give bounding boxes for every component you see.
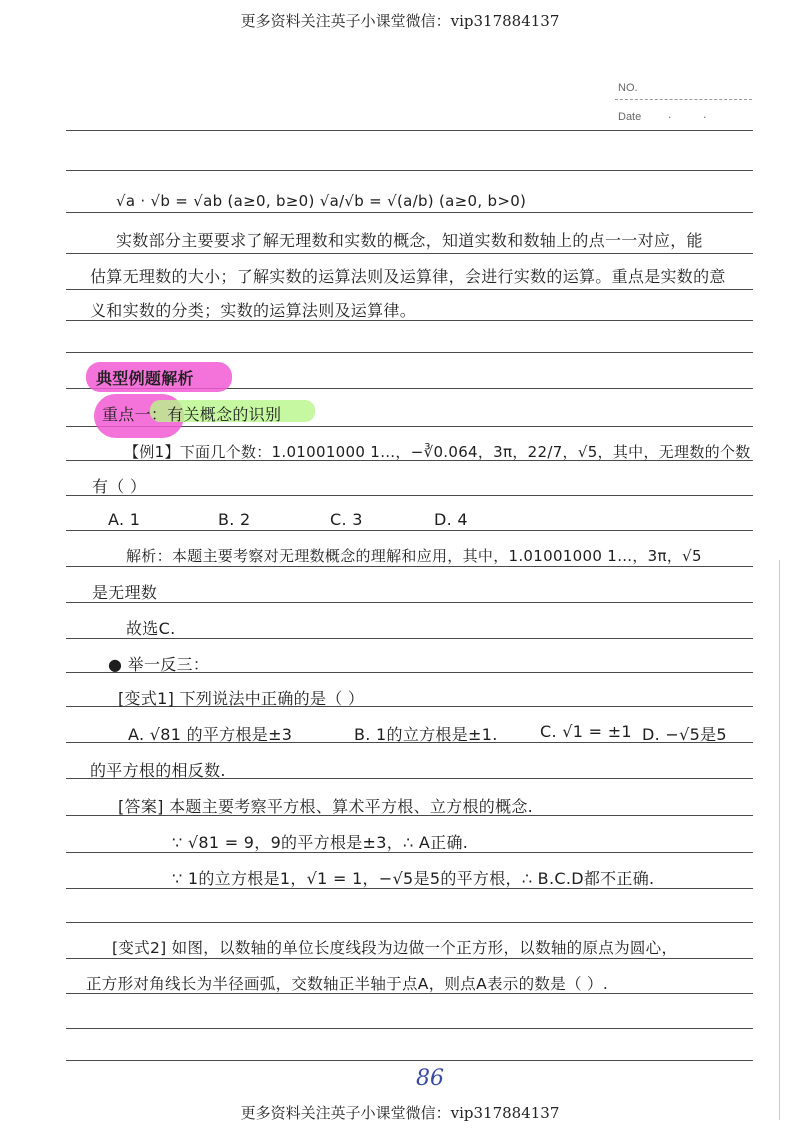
no-dash-line [615,99,752,100]
ruled-line [66,352,753,353]
variant-1-question: [变式1] 下列说法中正确的是（ ） [118,689,365,708]
page-edge [779,560,780,1120]
variant-1-option-a: A. √81 的平方根是±3 [128,725,293,744]
ruled-line [66,958,753,959]
variant-1-option-c: C. √1 = ±1 [540,722,632,741]
ruled-line [66,530,753,531]
intro-line-1: 实数部分主要要求了解无理数和实数的概念，知道实数和数轴上的点一一对应，能 [116,231,703,250]
example-1-option-c: C. 3 [330,510,363,529]
ruled-line [66,253,753,254]
analysis-line-1: 解析：本题主要考察对无理数概念的理解和应用，其中，1.01001000 1…，3π，√5 [126,547,702,565]
variant-2-line-2: 正方形对角线长为半径画弧，交数轴正半轴于点A，则点A表示的数是（ ）. [86,975,609,993]
example-1-line-2: 有（ ） [92,477,147,496]
example-1-option-b: B. 2 [218,510,251,529]
practice-heading: ● 举一反三： [108,655,210,674]
ruled-line [66,170,753,171]
variant-2-line-1: [变式2] 如图，以数轴的单位长度线段为边做一个正方形，以数轴的原点为圆心， [112,939,678,957]
ruled-line [66,289,753,290]
key-point-heading: 重点一：有关概念的识别 [102,405,282,424]
ruled-line [66,1028,753,1029]
example-1-line-1: 【例1】下面几个数：1.01001000 1…，−∛0.064，3π，22/7，√5，其中，无理数的个数 [124,443,751,461]
intro-line-2: 估算无理数的大小；了解实数的运算法则及运算律，会进行实数的运算。重点是实数的意 [90,267,726,286]
no-label: NO. [618,82,638,94]
ruled-line [66,922,753,923]
ruled-line [66,566,753,567]
date-label: Date [618,111,642,123]
analysis-answer: 故选C. [126,619,176,638]
formula-line: √a · √b = √ab (a≥0, b≥0) √a/√b = √(a/b) (a≥0, b>0) [116,192,527,210]
section-title: 典型例题解析 [96,369,194,388]
analysis-line-2: 是无理数 [92,583,158,602]
ruled-line [66,495,753,496]
ruled-line [66,602,753,603]
ruled-line [66,130,753,131]
date-dots: · · [668,111,721,124]
ruled-line [66,1060,753,1061]
answer-line-2: ∵ √81 = 9，9的平方根是±3，∴ A正确. [172,833,469,852]
page-number: 86 [416,1066,444,1091]
answer-heading: [答案] 本题主要考察平方根、算术平方根、立方根的概念. [118,797,534,816]
variant-1-continuation: 的平方根的相反数. [90,761,226,780]
example-1-option-d: D. 4 [434,510,468,529]
top-banner: 更多资料关注英子小课堂微信：vip317884137 [240,12,560,30]
variant-1-option-d: D. −√5是5 [642,725,727,744]
ruled-line [66,212,753,213]
example-1-option-a: A. 1 [108,510,141,529]
variant-1-option-b: B. 1的立方根是±1. [354,725,498,744]
bottom-banner: 更多资料关注英子小课堂微信：vip317884137 [240,1104,560,1122]
intro-line-3: 义和实数的分类；实数的运算法则及运算律。 [90,301,417,320]
answer-line-3: ∵ 1的立方根是1，√1 = 1，−√5是5的平方根，∴ B.C.D都不正确. [172,869,655,888]
